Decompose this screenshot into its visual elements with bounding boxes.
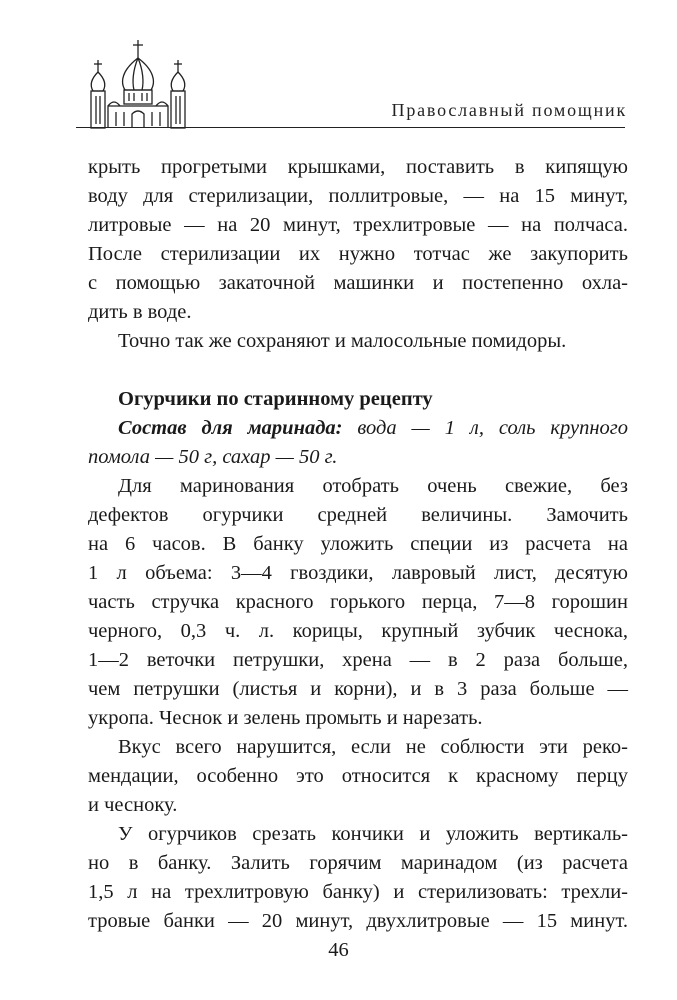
page-number: 46: [328, 939, 349, 961]
text-line: дефектов огурчики средней величины. Замочить: [88, 504, 628, 526]
text-line: но в банку. Залить горячим маринадом (из расчета: [88, 852, 628, 874]
text-line: Точно так же сохраняют и малосольные помидоры.: [118, 330, 567, 352]
text-line: После стерилизации их нужно тотчас же закупорить: [88, 243, 628, 265]
text-line: с помощью закаточной машинки и постепенно охла-: [88, 272, 628, 294]
text-line: Вкус всего нарушится, если не соблюсти эти реко-: [118, 736, 628, 758]
cathedral-icon: [78, 38, 198, 130]
composition-label: Состав для маринада:: [118, 417, 343, 439]
page-header: [0, 0, 677, 135]
recipe-title: Огурчики по старинному рецепту: [118, 388, 433, 410]
text-line: У огурчиков срезать кончики и уложить вертикаль-: [118, 823, 628, 845]
text-line: часть стручка красного горького перца, 7—8 горошин: [88, 591, 628, 613]
text-line: 1—2 веточки петрушки, хрена — в 2 раза больше,: [88, 649, 628, 671]
text-line: Для маринования отобрать очень свежие, без: [118, 475, 628, 497]
text-line: чем петрушки (листья и корни), и в 3 раза больше —: [88, 678, 628, 700]
text-line: крыть прогретыми крышками, поставить в кипящую: [88, 156, 628, 178]
section-gap: [88, 356, 628, 385]
text-line: тровые банки — 20 минут, двухлитровые — 15 минут.: [88, 910, 628, 932]
composition-line: помола — 50 г, сахар — 50 г.: [88, 446, 338, 468]
composition-text: вода — 1 л, соль крупного: [357, 417, 628, 439]
page-body: [88, 153, 628, 936]
text-line: 1,5 л на трехлитровую банку) и стерилизовать: трехли-: [88, 881, 628, 903]
text-line: дить в воде.: [88, 301, 192, 323]
text-line: воду для стерилизации, поллитровые, — на 15 минут,: [88, 185, 628, 207]
text-line: мендации, особенно это относится к красному перцу: [88, 765, 628, 787]
text-line: и чесноку.: [88, 794, 178, 816]
composition-line: [88, 414, 628, 443]
text-line: 1 л объема: 3—4 гвоздики, лавровый лист, десятую: [88, 562, 628, 584]
text-line: черного, 0,3 ч. л. корицы, крупный зубчик чеснока,: [88, 620, 628, 642]
text-line: литровые — на 20 минут, трехлитровые — на полчаса.: [88, 214, 628, 236]
text-line: укропа. Чеснок и зелень промыть и нарезать.: [88, 707, 483, 729]
text-line: на 6 часов. В банку уложить специи из расчета на: [88, 533, 628, 555]
header-rule: [76, 127, 625, 128]
running-title: Православный помощник: [391, 100, 627, 120]
